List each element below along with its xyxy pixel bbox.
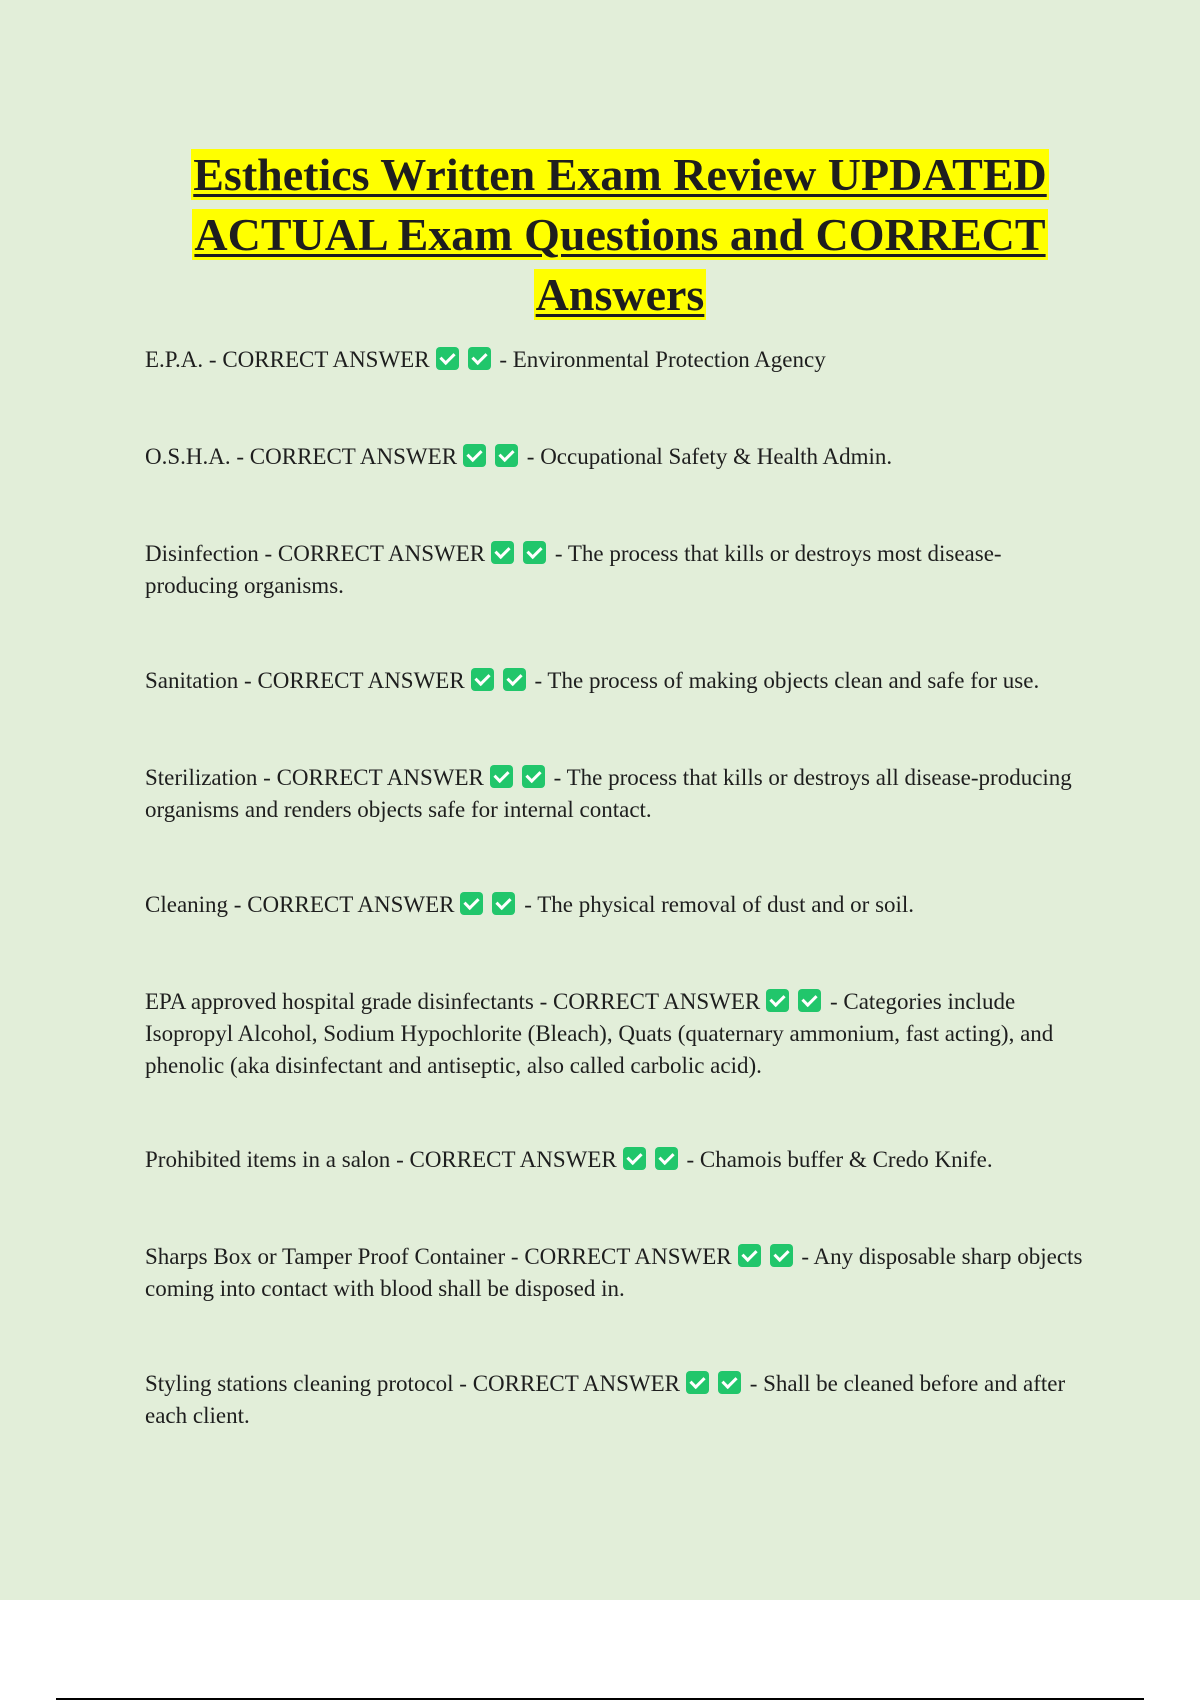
entry-term: EPA approved hospital grade disinfectants (145, 989, 534, 1014)
qa-entry (145, 1144, 1090, 1176)
qa-entry (145, 538, 1090, 602)
checkmark-icon (460, 892, 483, 915)
entry-answer: - The process that kills or destroys all disease-producing organisms and renders objects safe for internal contact. (145, 765, 1072, 822)
title-line-3: Answers (535, 269, 705, 320)
title-line-1: Esthetics Written Exam Review UPDATED (193, 149, 1047, 200)
entry-term: O.S.H.A. (145, 444, 231, 469)
entry-answer: - Occupational Safety & Health Admin. (526, 444, 893, 469)
entry-answer: - The process that kills or destroys most disease-producing organisms. (145, 541, 1002, 598)
document-title (130, 145, 1110, 325)
entry-term: Cleaning (145, 892, 229, 917)
qa-entry (145, 1368, 1090, 1432)
entry-separator: - CORRECT ANSWER (228, 892, 455, 917)
entry-answer: - The process of making objects clean and safe for use. (534, 668, 1040, 693)
entry-term: Styling stations cleaning protocol (145, 1371, 454, 1396)
qa-entry (145, 665, 1090, 697)
checkmark-icon (655, 1147, 678, 1170)
checkmark-icon (468, 347, 491, 370)
entry-separator: - CORRECT ANSWER (230, 444, 458, 469)
qa-entry (145, 986, 1090, 1082)
qa-entry (145, 344, 1090, 376)
entry-term: Sterilization (145, 765, 258, 790)
checkmark-icon (490, 765, 513, 788)
entry-answer: - Categories include Isopropyl Alcohol, Sodium Hypochlorite (Bleach), Quats (quaternary ammonium, fast acting), and phenolic (aka disinfectant and antiseptic, also called carbolic acid). (145, 989, 1054, 1078)
entry-term: Disinfection (145, 541, 259, 566)
entry-separator: - CORRECT ANSWER (533, 989, 761, 1014)
checkmark-icon (491, 541, 514, 564)
qa-entry (145, 762, 1090, 826)
title-line-2: ACTUAL Exam Questions and CORRECT (194, 209, 1046, 260)
qa-entry (145, 1241, 1090, 1305)
checkmark-icon (686, 1371, 709, 1394)
checkmark-icon (463, 444, 486, 467)
checkmark-icon (770, 1244, 793, 1267)
qa-entry (145, 889, 1090, 921)
entry-separator: - CORRECT ANSWER (453, 1371, 680, 1396)
qa-entry (145, 441, 1090, 473)
entry-separator: - CORRECT ANSWER (238, 668, 465, 693)
entry-term: Sharps Box or Tamper Proof Container (145, 1244, 506, 1269)
entry-separator: - CORRECT ANSWER (257, 765, 484, 790)
checkmark-icon (495, 444, 518, 467)
entry-answer: - Any disposable sharp objects coming into contact with blood shall be disposed in. (145, 1244, 1083, 1301)
entry-separator: - CORRECT ANSWER (203, 347, 430, 372)
entry-separator: - CORRECT ANSWER (505, 1244, 732, 1269)
checkmark-icon (471, 668, 494, 691)
entry-term: E.P.A. (145, 347, 204, 372)
checkmark-icon (436, 347, 459, 370)
checkmark-icon (503, 668, 526, 691)
checkmark-icon (522, 765, 545, 788)
entry-answer: - Chamois buffer & Credo Knife. (686, 1147, 993, 1172)
checkmark-icon (798, 989, 821, 1012)
checkmark-icon (623, 1147, 646, 1170)
checkmark-icon (492, 892, 515, 915)
entry-answer: - The physical removal of dust and or soil. (524, 892, 915, 917)
checkmark-icon (766, 989, 789, 1012)
checkmark-icon (718, 1371, 741, 1394)
entry-term: Prohibited items in a salon (145, 1147, 391, 1172)
entry-answer: - Environmental Protection Agency (499, 347, 826, 372)
entry-answer: - Shall be cleaned before and after each client. (145, 1371, 1066, 1428)
entry-separator: - CORRECT ANSWER (390, 1147, 617, 1172)
entry-term: Sanitation (145, 668, 239, 693)
checkmark-icon (523, 541, 546, 564)
checkmark-icon (738, 1244, 761, 1267)
entry-separator: - CORRECT ANSWER (258, 541, 486, 566)
